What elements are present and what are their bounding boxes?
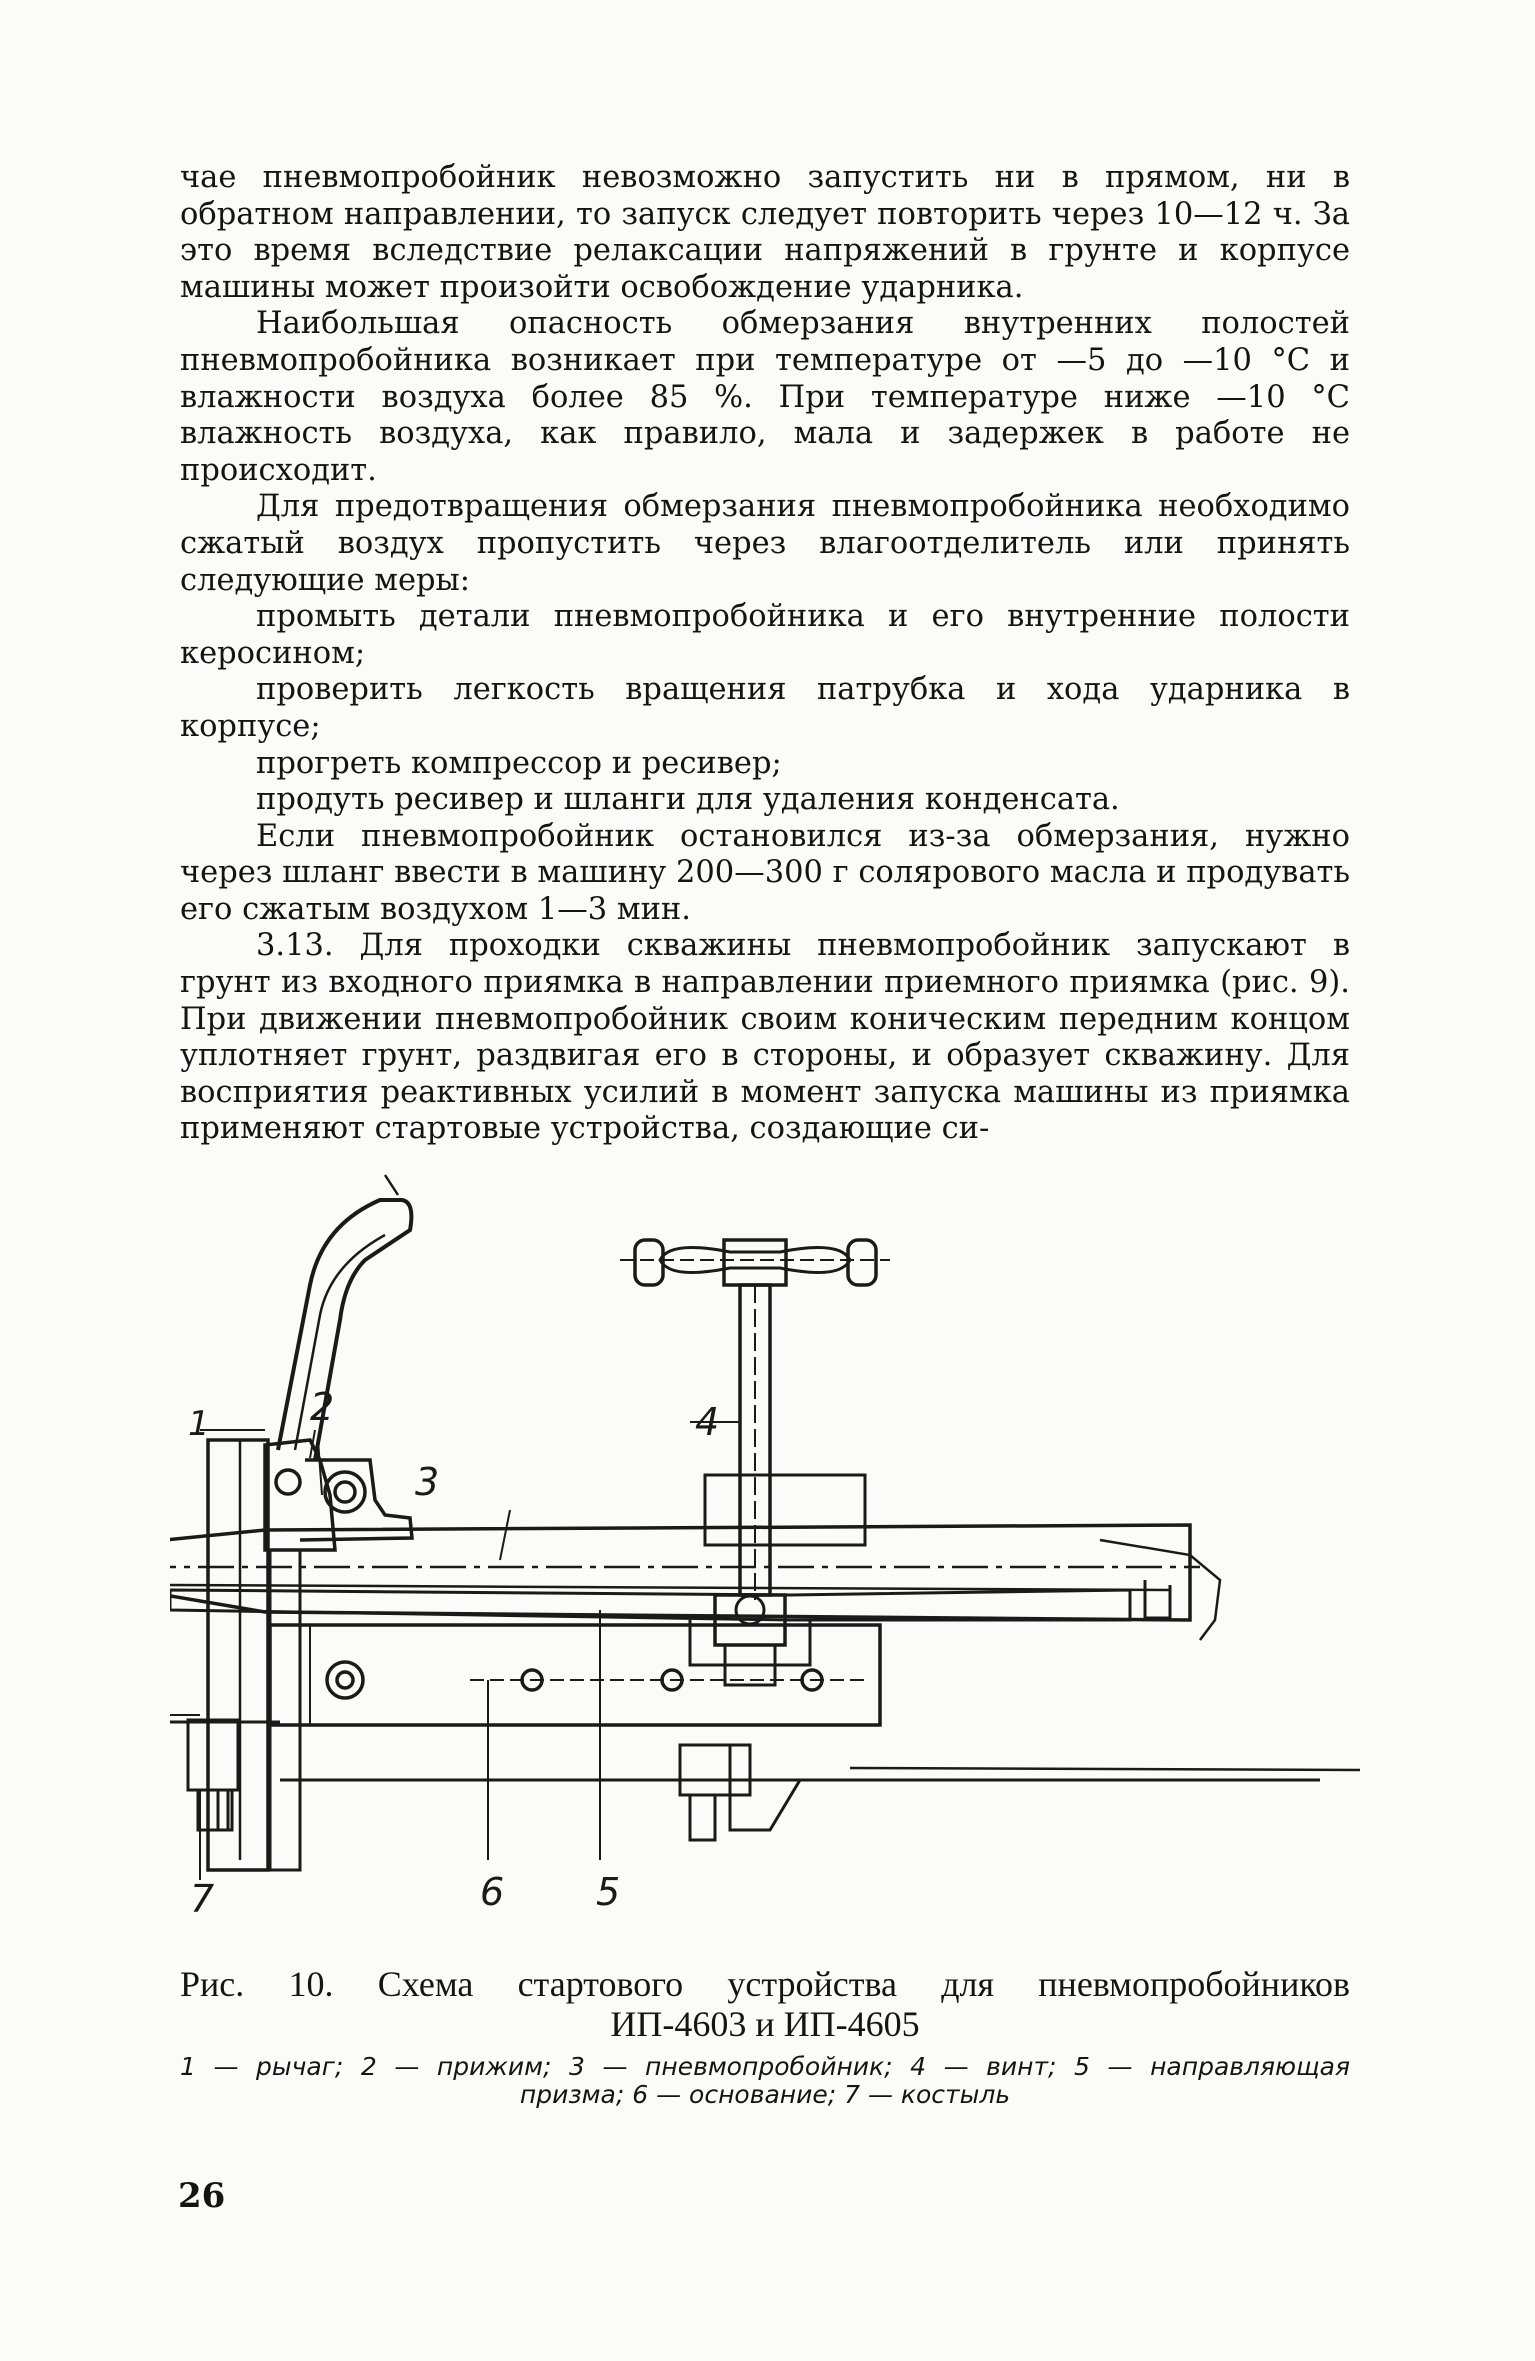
label-1: 1 [188, 1404, 210, 1444]
paragraph: Для предотвращения обмерзания пневмопробойника необходимо сжатый воздух пропустить через влагоотделитель или принять следующие меры: [180, 489, 1350, 598]
label-3: 3 [415, 1460, 440, 1504]
right-stake [680, 1745, 750, 1795]
label-5: 5 [596, 1870, 621, 1914]
body-text [180, 160, 1350, 1148]
screw-nut [724, 1240, 786, 1285]
label-4: 4 [695, 1400, 720, 1444]
paragraph: Если пневмопробойник остановился из-за обмерзания, нужно через шланг ввести в машину 200—300 г солярового масла и продувать его сжатым воздухом 1—3 мин. [180, 818, 1350, 927]
list-item: проверить легкость вращения патрубка и хода ударника в корпусе; [180, 672, 1350, 744]
base-bolt [327, 1662, 363, 1698]
paragraph: Наибольшая опасность обмерзания внутренних полостей пневмопробойника возникает при температуре от —5 до —10 °С и влажности воздуха более 85 %. При температуре ниже —10 °С влажность воздуха, как правило, мала и задержек в работе не происходит. [180, 306, 1350, 488]
clamp-roller [325, 1472, 365, 1512]
list-item: промыть детали пневмопробойника и его внутренние полости керосином; [180, 599, 1350, 671]
starter-device-diagram [170, 1140, 1360, 1930]
page-number: 26 [178, 2176, 226, 2216]
legend-line: призма; 6 — основание; 7 — костыль [519, 2080, 1011, 2109]
paragraph: 3.13. Для проходки скважины пневмопробойник запускают в грунт из входного приямка в направлении приемного приямка (рис. 9). При движении пневмопробойник своим коническим передним концом уплотняет грунт, раздвигая его в стороны, и образует скважину. Для восприятия реактивных усилий в момент запуска машины из приямка применяют стартовые устройства, создающие си- [180, 928, 1350, 1147]
figure-legend [180, 2053, 1350, 2109]
label-2: 2 [310, 1385, 335, 1429]
lever-handle [278, 1200, 411, 1460]
figure-caption [180, 1964, 1350, 2044]
legend-line: 1 — рычаг; 2 — прижим; 3 — пневмопробойник; 4 — винт; 5 — направляющая [180, 2052, 1350, 2081]
screw-housing [705, 1475, 865, 1545]
list-item: прогреть компрессор и ресивер; [256, 745, 782, 781]
hose-end [385, 1175, 398, 1195]
caption-line: Рис. 10. Схема стартового устройства для пневмопробойников [180, 1964, 1350, 2004]
caption-line: ИП-4603 и ИП-4605 [610, 2004, 920, 2044]
pivot-circle [276, 1470, 300, 1494]
stake [188, 1720, 238, 1790]
clamp-roller-inner [335, 1482, 355, 1502]
paragraph: чае пневмопробойник невозможно запустить ни в прямом, ни в обратном направлении, то запуск следует повторить через 10—12 ч. За это время вследствие релаксации напряжений в грунте и корпусе машины может произойти освобождение ударника. [180, 160, 1350, 305]
list-item: продуть ресивер и шланги для удаления конденсата. [256, 782, 1120, 818]
lever-handle-inner [295, 1235, 385, 1450]
label-7: 7 [190, 1877, 215, 1921]
label-6: 6 [480, 1870, 505, 1914]
